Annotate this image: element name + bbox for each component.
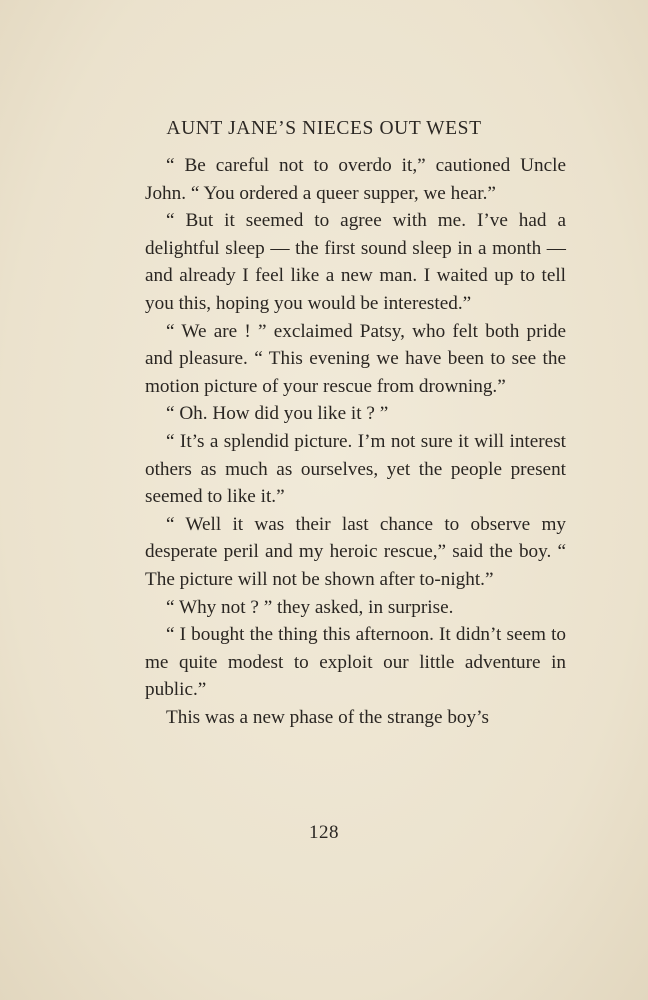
paragraph: “ It’s a splendid picture. I’m not sure it will interest others as much as ourselves, yet the people present seemed to like it.” (145, 430, 566, 508)
page-number: 128 (309, 822, 339, 843)
paragraph: “ But it seemed to agree with me. I’ve had a delightful sleep — the first sound sleep in a month — and already I feel like a new man. I waited up to tell you this, hoping you would be interested.” (145, 210, 566, 314)
running-head: AUNT JANE’S NIECES OUT WEST (166, 118, 482, 139)
paragraph: “ I bought the thing this afternoon. It didn’t seem to me quite modest to exploit our little adventure in public.” (145, 624, 566, 701)
paragraph: “ Be careful not to overdo it,” cautioned Uncle John. “ You ordered a queer supper, we hear.” (145, 155, 566, 204)
paragraph: “ Why not ? ” they asked, in surprise. (166, 596, 454, 618)
paragraph: “ Well it was their last chance to observe my desperate peril and my heroic rescue,” said the boy. “ The picture will not be shown after to-night.” (145, 513, 566, 590)
paragraph: “ Oh. How did you like it ? ” (166, 403, 389, 425)
paragraph: This was a new phase of the strange boy’s (166, 706, 489, 728)
body-text (145, 152, 566, 731)
paragraph: “ We are ! ” exclaimed Patsy, who felt both pride and pleasure. “ This evening we have been to see the motion picture of your rescue from drowning.” (145, 320, 566, 397)
